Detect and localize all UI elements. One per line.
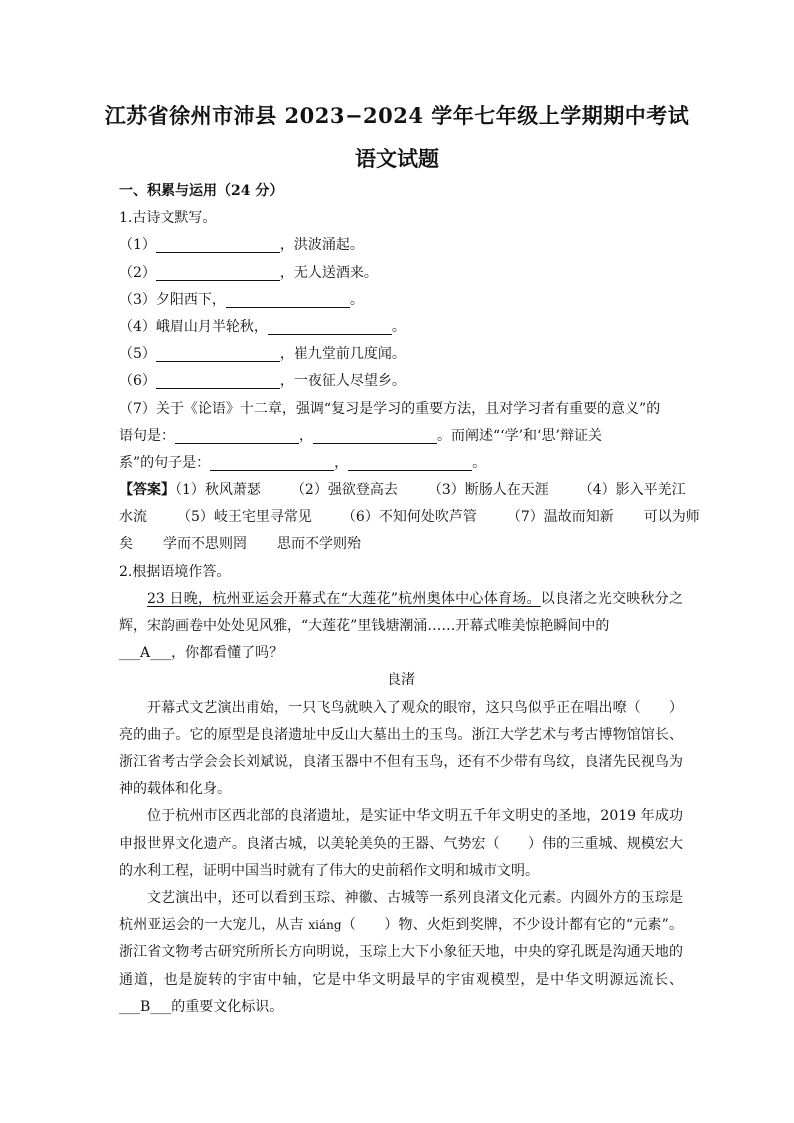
answer-line-3: 矣 学而不思则罔 思而不学则殆 bbox=[119, 536, 361, 553]
answer-blank[interactable] bbox=[175, 426, 299, 444]
answer-line-1: 【答案】（1）秋风萧瑟 （2）强欲登高去 （3）断肠人在天涯 （4）影入平羌江 bbox=[119, 482, 686, 499]
document-subtitle: 语文试题 bbox=[355, 146, 439, 171]
blank-a[interactable]: ___A___ bbox=[119, 645, 172, 662]
answer-blank[interactable] bbox=[156, 235, 280, 253]
answer-tag: 【答案】 bbox=[119, 482, 175, 499]
q1-item-2: （2） ，无人送酒来。 bbox=[119, 264, 378, 281]
q1-item-7-line1: （7）关于《论语》十二章，强调“复习是学习的重要方法，且对学习者有重要的意义”的 bbox=[119, 400, 661, 417]
q2-intro: 23 日晚，杭州亚运会开幕式在“大莲花”杭州奥体中心体育场。以良渚之光交映秋分之辉，宋韵画卷中处处见风雅，“大莲花”里钱塘潮涌……开幕式唯美惊艳瞬间中的 bbox=[119, 590, 684, 635]
q1-item-4: （4）峨眉山月半轮秋， 。 bbox=[119, 318, 406, 335]
answer-blank[interactable] bbox=[226, 290, 350, 308]
q1-item-1: （1） ，洪波涌起。 bbox=[119, 237, 364, 254]
question-1-stem: 1.古诗文默写。 bbox=[119, 210, 217, 227]
q1-item-5: （5） ，崔九堂前几度闻。 bbox=[119, 346, 406, 363]
answer-line-2: 水流 （5）岐王宅里寻常见 （6）不知何处吹芦管 （7）温故而知新 可以为师 bbox=[119, 509, 700, 526]
q2-intro-line3: ___A___，你都看懂了吗？ bbox=[119, 645, 284, 662]
section-heading: 一、积累与运用（24 分） bbox=[119, 183, 284, 199]
document-body bbox=[119, 178, 700, 1021]
blank-b[interactable]: ___B___ bbox=[119, 998, 172, 1015]
article-title: 良渚 bbox=[387, 672, 415, 689]
underlined-sentence: 23 日晚，杭州亚运会开幕式在“大莲花”杭州奥体中心体育场。 bbox=[147, 590, 541, 607]
question-2-stem: 2.根据语境作答。 bbox=[119, 563, 231, 580]
answer-blank[interactable] bbox=[156, 344, 280, 362]
q1-item-7-line2: 语句是： ， 。而阐述“‘学’和‘思’辩证关 bbox=[119, 427, 602, 444]
document-title: 江苏省徐州市沛县 2023−2024 学年七年级上学期期中考试 bbox=[104, 103, 690, 128]
pinyin: xiáng bbox=[308, 918, 342, 933]
q1-item-3: （3）夕阳西下， 。 bbox=[119, 291, 364, 308]
article-paragraph-3: 文艺演出中，还可以看到玉琮、神徽、古城等一系列良渚文化元素。内圆外方的玉琮是杭州亚运会的一大宠儿，从吉 xiáng（ ）物、火炬到奖牌，不少设计都有它的“元素”。浙江省文物考古研究所所长方向明说，玉琮上大下小象征天地，中央的穿孔既是沟通天地的通道，也是旋转的宇宙中轴，它是中华文明最早的宇宙观模型，是中华文明源远流长、___B___的重要文化标识。 bbox=[119, 890, 683, 1015]
answer-blank[interactable] bbox=[156, 371, 280, 389]
article-paragraph-2: 位于杭州市区西北部的良渚遗址，是实证中华文明五千年文明史的圣地，2019 年成功申报世界文化遗产。良渚古城，以美轮美奂的王器、气势宏（ ）伟的三重城、规模宏大的水利工程，证明中国当时就有了伟大的史前稻作文明和城市文明。 bbox=[119, 808, 683, 879]
answer-blank[interactable] bbox=[313, 426, 437, 444]
answer-blank[interactable] bbox=[156, 263, 280, 281]
answer-blank[interactable] bbox=[348, 453, 472, 471]
answer-blank[interactable] bbox=[268, 317, 392, 335]
q1-item-6: （6） ，一夜征人尽望乡。 bbox=[119, 373, 406, 390]
answer-blank[interactable] bbox=[210, 453, 334, 471]
article-paragraph-1: 开幕式文艺演出甫始，一只飞鸟就映入了观众的眼帘，这只鸟似乎正在唱出嘹（ ）亮的曲子。它的原型是良渚遗址中反山大墓出土的玉鸟。浙江大学艺术与考古博物馆馆长、浙江省考古学会会长刘斌说，良渚玉器中不但有玉鸟，还有不少带有鸟纹，良渚先民视鸟为神的载体和化身。 bbox=[119, 699, 683, 798]
q1-item-7-line3: 系”的句子是： ， 。 bbox=[119, 454, 487, 471]
